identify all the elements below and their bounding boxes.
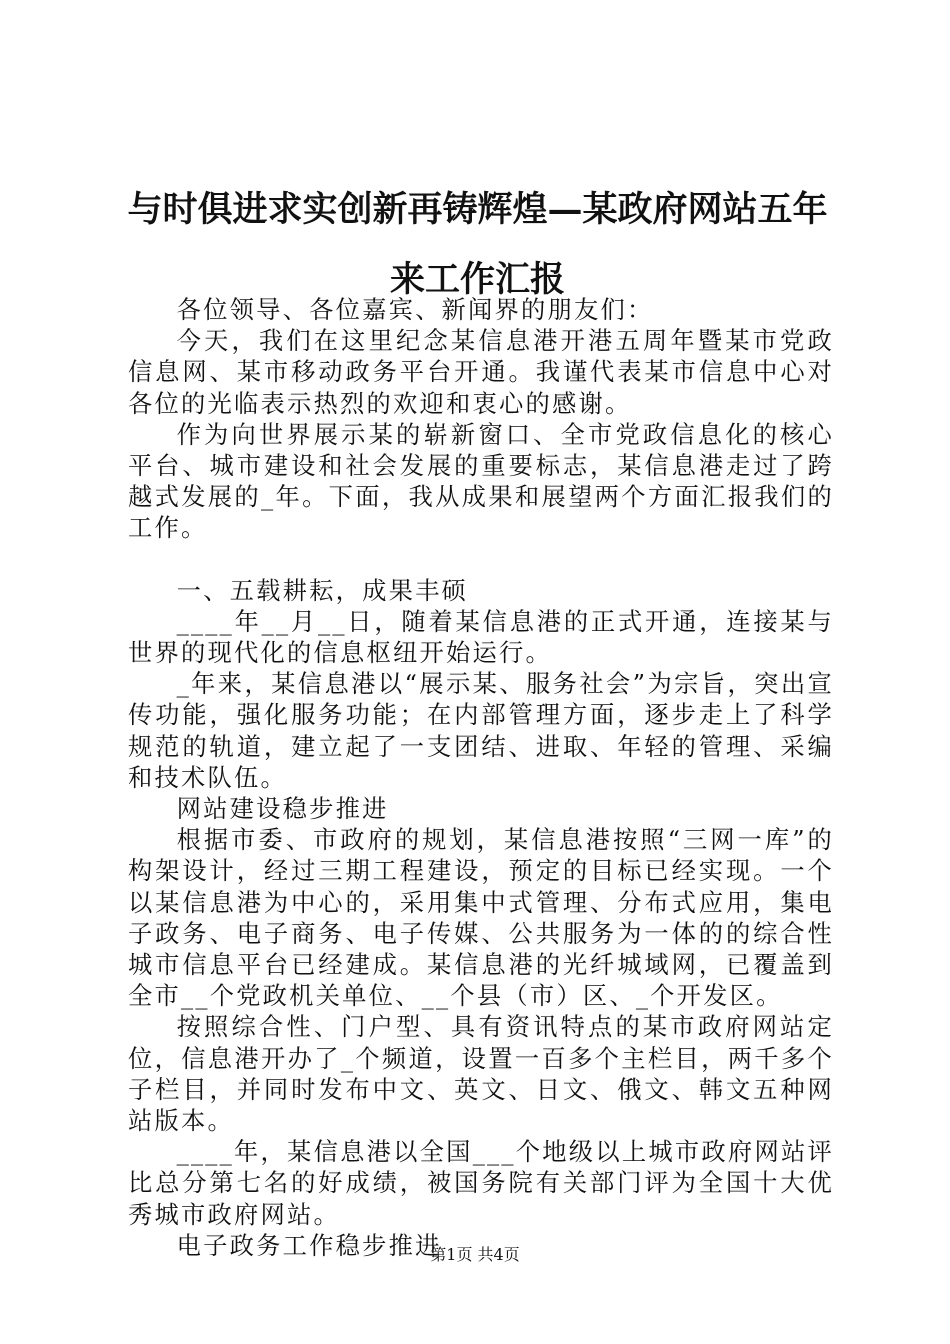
document-title: 与时俱进求实创新再铸辉煌—某政府网站五年来工作汇报 — [127, 189, 828, 300]
paragraph-intro: 作为向世界展示某的崭新窗口、全市党政信息化的核心平台、城市建设和社会发展的重要标志，某信息港走过了跨越式发展的_年。下面，我从成果和展望两个方面汇报我们的工作。 — [128, 419, 834, 543]
paragraph-channels: 按照综合性、门户型、具有资讯特点的某市政府网站定位，信息港开办了_个频道，设置一百多个主栏目，两千多个子栏目，并同时发布中文、英文、日文、俄文、韩文五种网站版本。 — [128, 1012, 834, 1136]
section-heading-achievements: 一、五载耕耘，成果丰硕 — [176, 575, 469, 605]
paragraph-purpose: _年来，某信息港以“展示某、服务社会”为宗旨，突出宣传功能，强化服务功能；在内部管理方面，逐步走上了科学规范的轨道，建立起了一支团结、进取、年轻的管理、采编和技术队伍。 — [128, 669, 834, 792]
paragraph-salutation: 各位领导、各位嘉宾、新闻界的朋友们： — [176, 295, 654, 324]
subheading-website-construction: 网站建设稳步推进 — [176, 794, 389, 824]
paragraph-planning: 根据市委、市政府的规划，某信息港按照“三网一库”的构架设计，经过三期工程建设，预定的目标已经实现。一个以某信息港为中心的，采用集中式管理、分布式应用，集电子政务、电子商务、电子传媒、公共服务为一体的的综合性城市信息平台已经建成。某信息港的光纤城域网，已覆盖到全市__个党政机关单位、__个县（市）区、_个开发区。 — [128, 825, 834, 1011]
subheading-e-government: 电子政务工作稳步推进 — [176, 1230, 442, 1260]
paragraph-opening: 今天，我们在这里纪念某信息港开港五周年暨某市党政信息网、某市移动政务平台开通。我谨代表某市信息中心对各位的光临表示热烈的欢迎和衷心的感谢。 — [128, 326, 834, 418]
paragraph-launch: ____年__月__日，随着某信息港的正式开通，连接某与世界的现代化的信息枢纽开始运行。 — [128, 606, 834, 668]
page-number-footer: 第1页 共4页 — [430, 1245, 520, 1264]
paragraph-award: ____年，某信息港以全国___个地级以上城市政府网站评比总分第七名的好成绩，被国务院有关部门评为全国十大优秀城市政府网站。 — [128, 1137, 834, 1229]
document-body — [128, 294, 834, 1261]
